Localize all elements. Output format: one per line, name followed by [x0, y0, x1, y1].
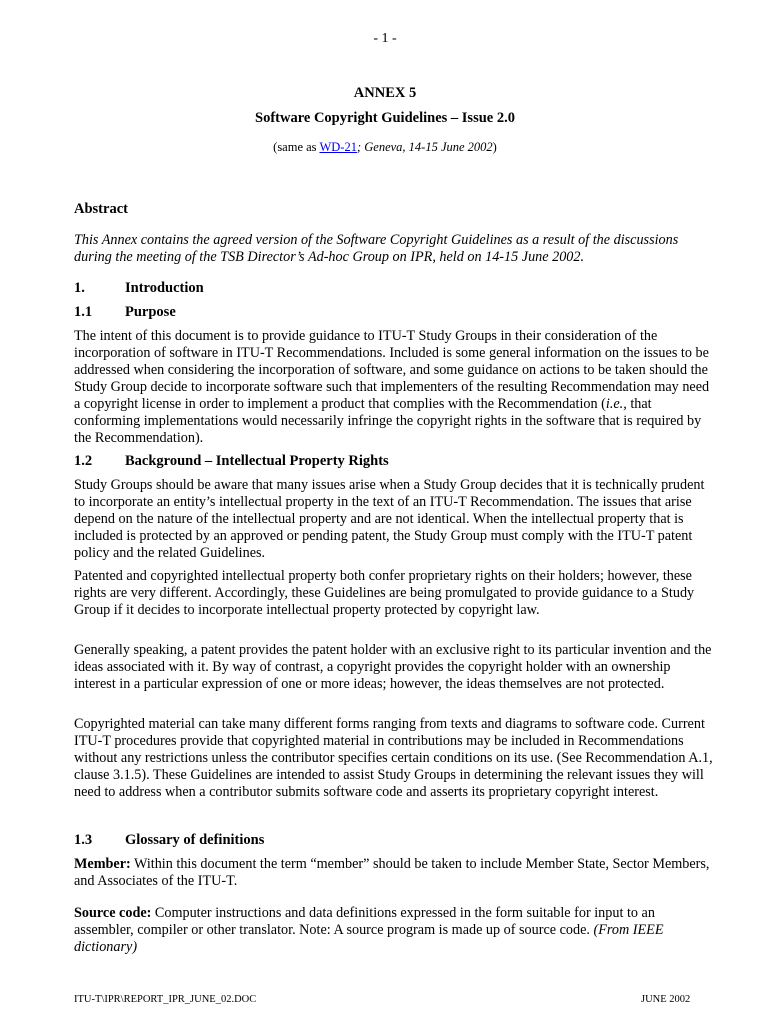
- definition-source-code: [74, 905, 714, 956]
- section-1-number: 1.: [74, 280, 85, 296]
- purpose-paragraph: [74, 328, 714, 447]
- source-code-definition: Computer instructions and data definitions expressed in the form suitable for input to an assembler, compiler or other translator. Note: A source program is made up of source code.: [74, 905, 655, 938]
- section-1-1-title: Purpose: [125, 304, 176, 320]
- background-paragraph-3: Generally speaking, a patent provides the patent holder with an exclusive right to its particular invention and the ideas associated with it. By way of contrast, a copyright provides the copyright holder with an ownership interest in a particular expression of one or more ideas; however, the ideas themselves are not protected.: [74, 642, 712, 692]
- same-as-open: (same as: [273, 140, 320, 154]
- section-1-2-number: 1.2: [74, 453, 93, 469]
- same-as-line: [0, 139, 770, 156]
- abstract-text: This Annex contains the agreed version of the Software Copyright Guidelines as a result of the discussions during the meeting of the TSB Director’s Ad-hoc Group on IPR, held on 14-15 June 2002.: [74, 232, 679, 265]
- footer-file-path: ITU-T\IPR\REPORT_IPR_JUNE_02.DOC: [74, 994, 257, 1005]
- background-paragraph-1: Study Groups should be aware that many issues arise when a Study Group decides that it is technically prudent to incorporate an entity’s intellectual property in the text of an ITU-T Recommendation. The issues that arise depend on the nature of the intellectual property and are not identical. When the intellectual property that is included is protected by an approved or pending patent, the Study Group must comply with the ITU-T patent policy and the related Guidelines.: [74, 477, 705, 561]
- same-as-close: ): [492, 140, 497, 154]
- annex-heading: ANNEX 5: [353, 85, 417, 101]
- member-term: Member:: [74, 856, 131, 872]
- document-title: Software Copyright Guidelines – Issue 2.0: [255, 110, 515, 126]
- wd-21-link[interactable]: WD-21: [319, 140, 357, 154]
- purpose-text-a: The intent of this document is to provide guidance to ITU-T Study Groups in their consideration of the incorporation of software in ITU-T Recommendations. Included is some general information on the issues to be addressed when considering the incorporation of software, and some guidance on actions to be taken should the Study Group decide to incorporate software such that implementers of the resulting Recommendation may need a copyright license in order to implement a product that complies with the Recommendation (: [74, 328, 710, 412]
- same-as-meeting: ; Geneva, 14-15 June 2002: [356, 140, 493, 154]
- section-1-3-number: 1.3: [74, 832, 93, 848]
- source-code-term: Source code:: [74, 905, 152, 921]
- page-number: - 1 -: [373, 31, 397, 46]
- purpose-ie: i.e.,: [605, 396, 627, 412]
- section-1-1-number: 1.1: [74, 304, 93, 320]
- section-1-2-title: Background – Intellectual Property Rights: [125, 453, 389, 469]
- section-1-2-heading: [74, 453, 714, 470]
- section-1-3-heading: [74, 832, 714, 849]
- member-definition: Within this document the term “member” should be taken to include Member State, Sector Members, and Associates of the ITU-T.: [74, 856, 710, 889]
- footer-date: JUNE 2002: [641, 994, 691, 1005]
- background-paragraph-4: Copyrighted material can take many different forms ranging from texts and diagrams to software code. Current ITU-T procedures provide that copyrighted material in contributions may be included in Recommendations without any restrictions unless the contributor specifies certain conditions on its use. (See Recommendation A.1, clause 3.1.5). These Guidelines are intended to assist Study Groups in determining the relevant issues they will need to address when a contributor submits software code and asserts its proprietary copyright interest.: [74, 716, 713, 800]
- section-1-1-heading: [74, 304, 714, 321]
- abstract-heading: Abstract: [74, 201, 128, 217]
- section-1-title: Introduction: [125, 280, 204, 296]
- section-1-3-title: Glossary of definitions: [125, 832, 265, 848]
- section-1-heading: [74, 280, 714, 297]
- purpose-text-b: that conforming implementations would necessarily infringe the copyright rights in the software that is required by the Recommendation).: [74, 396, 702, 446]
- definition-member: [74, 856, 714, 890]
- background-paragraph-2: Patented and copyrighted intellectual property both confer proprietary rights on their holders; however, these rights are very different. Accordingly, these Guidelines are being promulgated to provide guidance to a Study Group if it decides to incorporate intellectual property protected by copyright law.: [74, 568, 695, 618]
- source-code-reference: (From IEEE dictionary): [74, 922, 664, 955]
